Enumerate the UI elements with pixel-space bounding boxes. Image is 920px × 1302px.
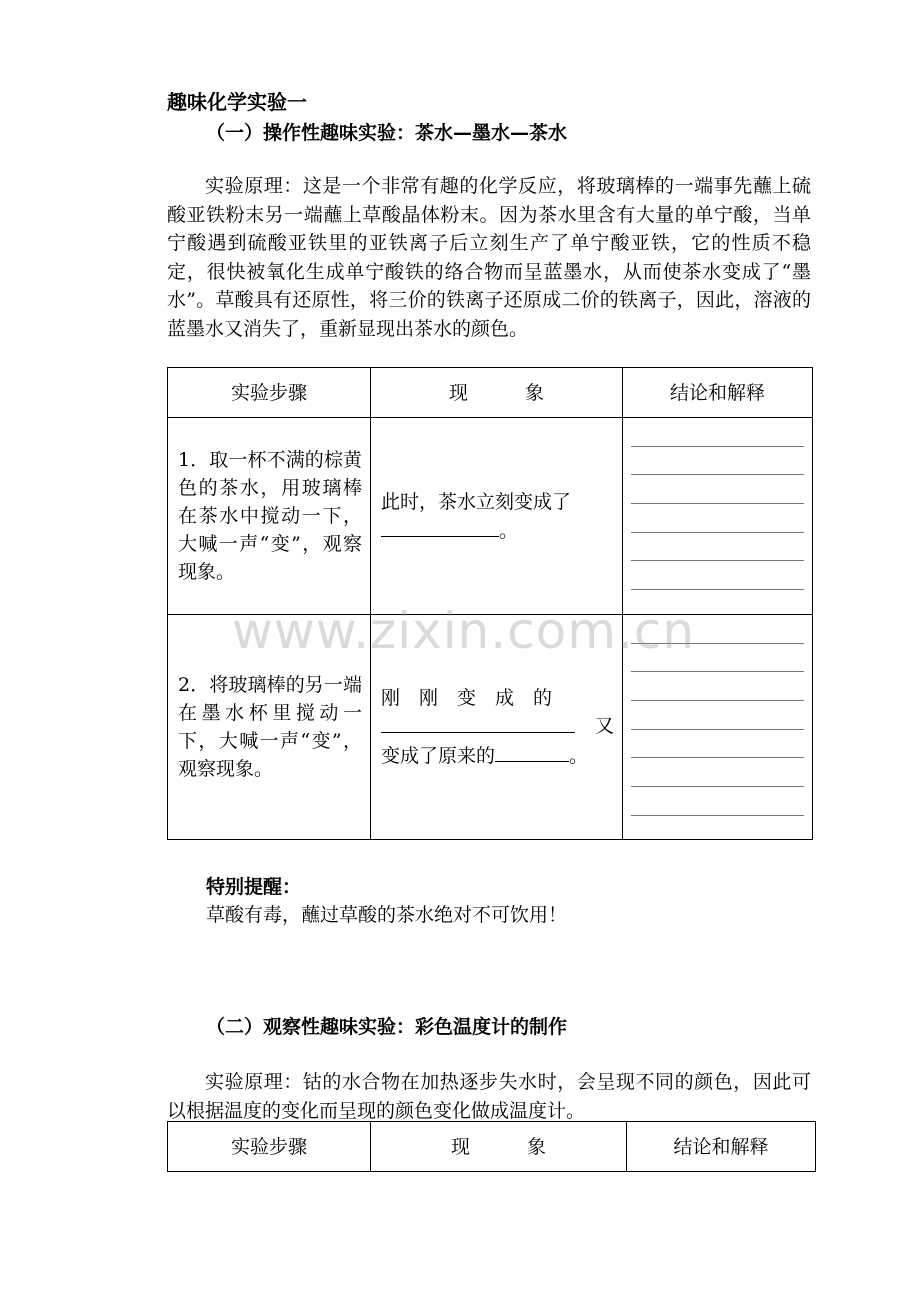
section2-heading: （二）观察性趣味实验：彩色温度计的制作	[206, 1016, 568, 1038]
table-header-row	[168, 368, 813, 418]
header-steps: 实验步骤	[168, 1122, 371, 1172]
table-header-row	[168, 1122, 816, 1172]
answer-line[interactable]	[631, 672, 804, 701]
document-title: 趣味化学实验一	[167, 90, 307, 114]
header-phenomenon: 现 象	[371, 368, 623, 418]
step-1-text: 1．取一杯不满的棕黄色的茶水，用玻璃棒在茶水中搅动一下，大喊一声“变”，观察现象。	[168, 418, 371, 615]
phenomenon-1-end: 。	[499, 519, 519, 542]
answer-line[interactable]	[631, 447, 804, 476]
section1-heading: （一）操作性趣味实验：茶水—墨水—茶水	[206, 122, 568, 144]
answer-line[interactable]	[631, 418, 804, 447]
answer-line[interactable]	[631, 758, 804, 787]
phenomenon-2-part1: 刚 刚 变 成 的	[381, 687, 553, 709]
header-phenomenon: 现 象	[371, 1122, 627, 1172]
answer-line[interactable]	[631, 504, 804, 533]
table-row	[168, 418, 813, 615]
phenomenon-2-part2: 又	[594, 715, 614, 737]
header-conclusion: 结论和解释	[627, 1122, 816, 1172]
phenomenon-1	[371, 418, 623, 615]
phenomenon-2-part4: 。	[569, 745, 589, 767]
phenomenon-2-blank-1[interactable]	[381, 712, 575, 733]
header-conclusion: 结论和解释	[623, 368, 813, 418]
section2-table	[167, 1121, 816, 1172]
watermark: www.zixin.com.cn	[232, 602, 696, 660]
answer-line[interactable]	[631, 533, 804, 562]
header-steps: 实验步骤	[168, 368, 371, 418]
answer-line[interactable]	[631, 730, 804, 759]
conclusion-1-lines[interactable]	[623, 418, 813, 615]
phenomenon-2-blank-2[interactable]	[495, 741, 569, 762]
step-2-text: 2．将玻璃棒的另一端在墨水杯里搅动一下，大喊一声“变”，观察现象。	[168, 615, 371, 840]
section2-principle: 实验原理：钴的水合物在加热逐步失水时，会呈现不同的颜色，因此可以根据温度的变化而呈现的颜色变化做成温度计。	[167, 1071, 811, 1122]
phenomenon-1-text: 此时，茶水立刻变成了	[381, 490, 572, 513]
phenomenon-1-blank[interactable]	[381, 516, 499, 537]
phenomenon-2-part3: 变成了原来的	[381, 745, 496, 767]
answer-line[interactable]	[631, 701, 804, 730]
answer-line[interactable]	[631, 561, 804, 590]
note-body: 草酸有毒，蘸过草酸的茶水绝对不可饮用！	[206, 904, 568, 926]
answer-line[interactable]	[631, 787, 804, 816]
note-title: 特别提醒：	[206, 876, 302, 898]
section1-principle: 实验原理：这是一个非常有趣的化学反应，将玻璃棒的一端事先蘸上硫酸亚铁粉末另一端蘸上草酸晶体粉末。因为茶水里含有大量的单宁酸，当单宁酸遇到硫酸亚铁里的亚铁离子后立刻生产了单宁酸亚铁，它的性质不稳定，很快被氧化生成单宁酸铁的络合物而呈蓝墨水，从而使茶水变成了“墨水”。草酸具有还原性，将三价的铁离子还原成二价的铁离子，因此，溶液的蓝墨水又消失了，重新显现出茶水的颜色。	[167, 175, 811, 340]
answer-line[interactable]	[631, 475, 804, 504]
